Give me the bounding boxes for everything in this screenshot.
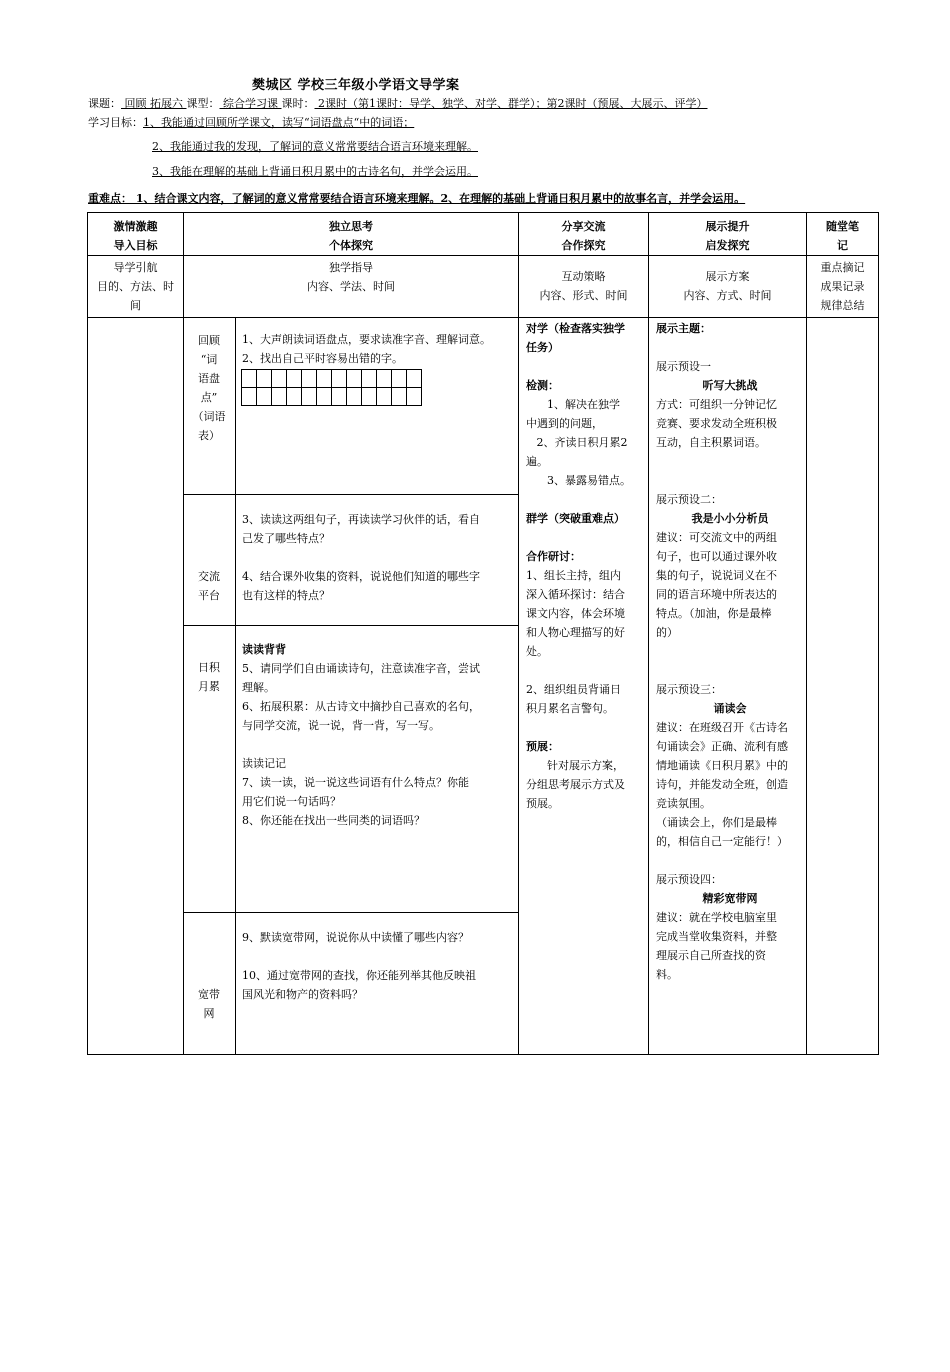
section-divider-3 xyxy=(183,912,519,913)
header-cell-cooperate: 分享交流 合作探究 xyxy=(519,213,649,256)
show-line: （诵读会上，你们是最棒 xyxy=(656,816,777,829)
show-line xyxy=(656,471,804,490)
cooperate-line: 1、解决在独学 xyxy=(526,398,620,411)
show-line xyxy=(656,661,804,680)
show-line: 句诵读会》正确、流利有感 xyxy=(656,740,788,753)
cooperate-line: 中遇到的问题， xyxy=(526,417,603,430)
cooperate-line: 处。 xyxy=(526,645,548,658)
cooperate-line: 合作研讨： xyxy=(526,550,581,563)
show-line: 展示预设四： xyxy=(656,873,722,886)
cooperate-line: 预展： xyxy=(526,740,559,753)
goal-line-1 xyxy=(88,114,414,130)
show-line: 精彩宽带网 xyxy=(702,892,758,905)
cooperate-line: 2、组织组员背诵日 xyxy=(526,683,621,696)
cooperate-line: 分组思考展示方式及 xyxy=(526,778,625,791)
show-line: 理展示自己所查找的资 xyxy=(656,949,766,962)
show-line: 展示预设一 xyxy=(656,360,711,373)
hours-value: 2课时（第1课时：导学、独学、对学、群学）；第2课时（预展、大展示、评学） xyxy=(314,97,708,110)
table-subheader-row xyxy=(88,256,879,318)
show-line: 竞读氛围。 xyxy=(656,797,711,810)
section-divider-1 xyxy=(183,494,519,495)
lesson-value: 回顾 拓展六 xyxy=(121,97,187,110)
key-points: 重难点： 1、结合课文内容，了解词的意义常常要结合语言环境来理解。2、在理解的基础上背诵日积月累中的故事名言，并学会运用。 xyxy=(88,192,746,205)
hours-label: 课时： xyxy=(281,97,315,110)
show-line: 竞赛、要求发动全班积极 xyxy=(656,417,777,430)
cooperate-line: 2、齐读日积月累2 xyxy=(526,436,628,449)
cooperate-line xyxy=(526,661,646,680)
section-label-broadband: 宽带 网 xyxy=(198,988,220,1020)
type-label: 课型： xyxy=(186,97,220,110)
goal-1: 1、我能通过回顾所学课文，读写“词语盘点“中的词语； xyxy=(143,116,415,129)
section-content-accumulate: 读读背背 5、请同学们自由诵读诗句，注意读准字音，尝试 理解。 6、拓展积累：从古诗文中摘抄自己喜欢的名句， 与同学交流，说一说，背一背，写一写。 读读记记 7、读一读，说一说这些词语有什么特点？你能 用它们说一句话吗？ 8、你还能在找出一些同类的词语吗？ xyxy=(242,643,480,827)
cooperate-line xyxy=(526,528,646,547)
section-divider-2 xyxy=(183,625,519,626)
lesson-label: 课题： xyxy=(88,97,121,110)
goal-label: 学习目标： xyxy=(88,116,143,129)
table-header-row xyxy=(88,213,879,256)
lesson-info-line xyxy=(88,95,708,111)
subheader-cell-guide: 导学引航 目的、方法、时 间 xyxy=(88,256,184,318)
show-line: 建议：就在学校电脑室里 xyxy=(656,911,777,924)
show-line: 特点。（加油，你是最棒 xyxy=(656,607,772,620)
body-cell-notes xyxy=(807,318,879,1055)
show-line xyxy=(656,642,804,661)
show-line: 展示预设二： xyxy=(656,493,722,506)
cooperate-line: 针对展示方案， xyxy=(526,759,624,772)
show-line: 完成当堂收集资料，并整 xyxy=(656,930,777,943)
show-line: 展示预设三： xyxy=(656,683,722,696)
show-line: 诵读会 xyxy=(713,702,747,715)
cooperate-line: 3、暴露易错点。 xyxy=(526,474,631,487)
show-line: 诗句，并能发动全班，创造 xyxy=(656,778,788,791)
show-line xyxy=(656,338,804,357)
show-line: 建议：可交流文中的两组 xyxy=(656,531,777,544)
section-content-review: 1、大声朗读词语盘点，要求读准字音、理解词意。 2、找出自己平时容易出错的字。 xyxy=(242,333,491,365)
header-cell-show: 展示提升 启发探究 xyxy=(649,213,807,256)
inner-divider-vertical xyxy=(235,317,236,1054)
show-line: 情地诵读《日积月累》中的 xyxy=(656,759,788,772)
show-line: 同的语言环境中所表达的 xyxy=(656,588,777,601)
type-value: 综合学习课 xyxy=(219,97,282,110)
cooperate-line: 深入循环探讨：结合 xyxy=(526,588,625,601)
section-content-exchange: 3、读读这两组句子，再读读学习伙伴的话，看自 己发了哪些特点？ 4、结合课外收集的资料，说说他们知道的哪些字 也有这样的特点？ xyxy=(242,513,480,602)
header-cell-intro: 激情激趣 导入目标 xyxy=(88,213,184,256)
goal-2: 2、我能通过我的发现，了解词的意义常常要结合语言环境来理解。 xyxy=(152,140,478,153)
cooperate-line: 积月累名言警句。 xyxy=(526,702,614,715)
cooperate-line: 和人物心理描写的好 xyxy=(526,626,625,639)
show-line: 料。 xyxy=(656,968,678,981)
cooperate-line: 1、组长主持，组内 xyxy=(526,569,621,582)
show-line: 方式：可组织一分钟记忆 xyxy=(656,398,777,411)
show-line: 听写大挑战 xyxy=(702,379,758,392)
cooperate-content xyxy=(526,319,646,813)
show-line xyxy=(656,452,804,471)
subheader-cell-interaction: 互动策略 内容、形式、时间 xyxy=(519,256,649,318)
cooperate-line: 任务） xyxy=(526,341,559,354)
show-line: 集的句子，说说词义在不 xyxy=(656,569,777,582)
show-line: 建议：在班级召开《古诗名 xyxy=(656,721,788,734)
header-cell-notes: 随堂笔 记 xyxy=(807,213,879,256)
show-content xyxy=(656,319,804,984)
show-line: 我是小小分析员 xyxy=(691,512,769,525)
subheader-cell-self-study: 独学指导 内容、学法、时间 xyxy=(184,256,519,318)
section-label-exchange: 交流 平台 xyxy=(198,570,220,602)
cooperate-line: 群学（突破重难点） xyxy=(526,512,625,525)
section-content-broadband: 9、默读宽带网，说说你从中读懂了哪些内容？ 10、通过宽带网的查找，你还能列举其他反映祖 国风光和物产的资料吗？ xyxy=(242,931,476,1001)
cooperate-line: 预展。 xyxy=(526,797,559,810)
subheader-cell-plan: 展示方案 内容、方式、时间 xyxy=(649,256,807,318)
show-line: 的） xyxy=(656,626,678,639)
show-line: 展示主题： xyxy=(656,322,711,335)
section-label-review: 回顾 “词 语盘 点” （词语 表） xyxy=(192,334,226,442)
cooperate-line xyxy=(526,357,646,376)
cooperate-line: 课文内容，体会环境 xyxy=(526,607,625,620)
goal-3: 3、我能在理解的基础上背诵日积月累中的古诗名句，并学会运用。 xyxy=(152,165,478,178)
section-label-accumulate: 日积 月累 xyxy=(198,661,220,693)
header-cell-independent: 独立思考 个体探究 xyxy=(184,213,519,256)
cooperate-line xyxy=(526,718,646,737)
show-line xyxy=(656,851,804,870)
cooperate-line: 遍。 xyxy=(526,455,548,468)
show-line: 互动，自主积累词语。 xyxy=(656,436,766,449)
page-title: 樊城区 学校三年级小学语文导学案 xyxy=(252,78,460,93)
show-line: 句子，也可以通过课外收 xyxy=(656,550,777,563)
cooperate-line: 检测： xyxy=(526,379,559,392)
show-line: 的，相信自己一定能行！） xyxy=(656,835,788,848)
subheader-cell-summary: 重点摘记 成果记录 规律总结 xyxy=(807,256,879,318)
writing-grid xyxy=(241,369,422,406)
body-cell-intro xyxy=(88,318,184,1055)
cooperate-line: 对学（检查落实独学 xyxy=(526,322,625,335)
cooperate-line xyxy=(526,490,646,509)
